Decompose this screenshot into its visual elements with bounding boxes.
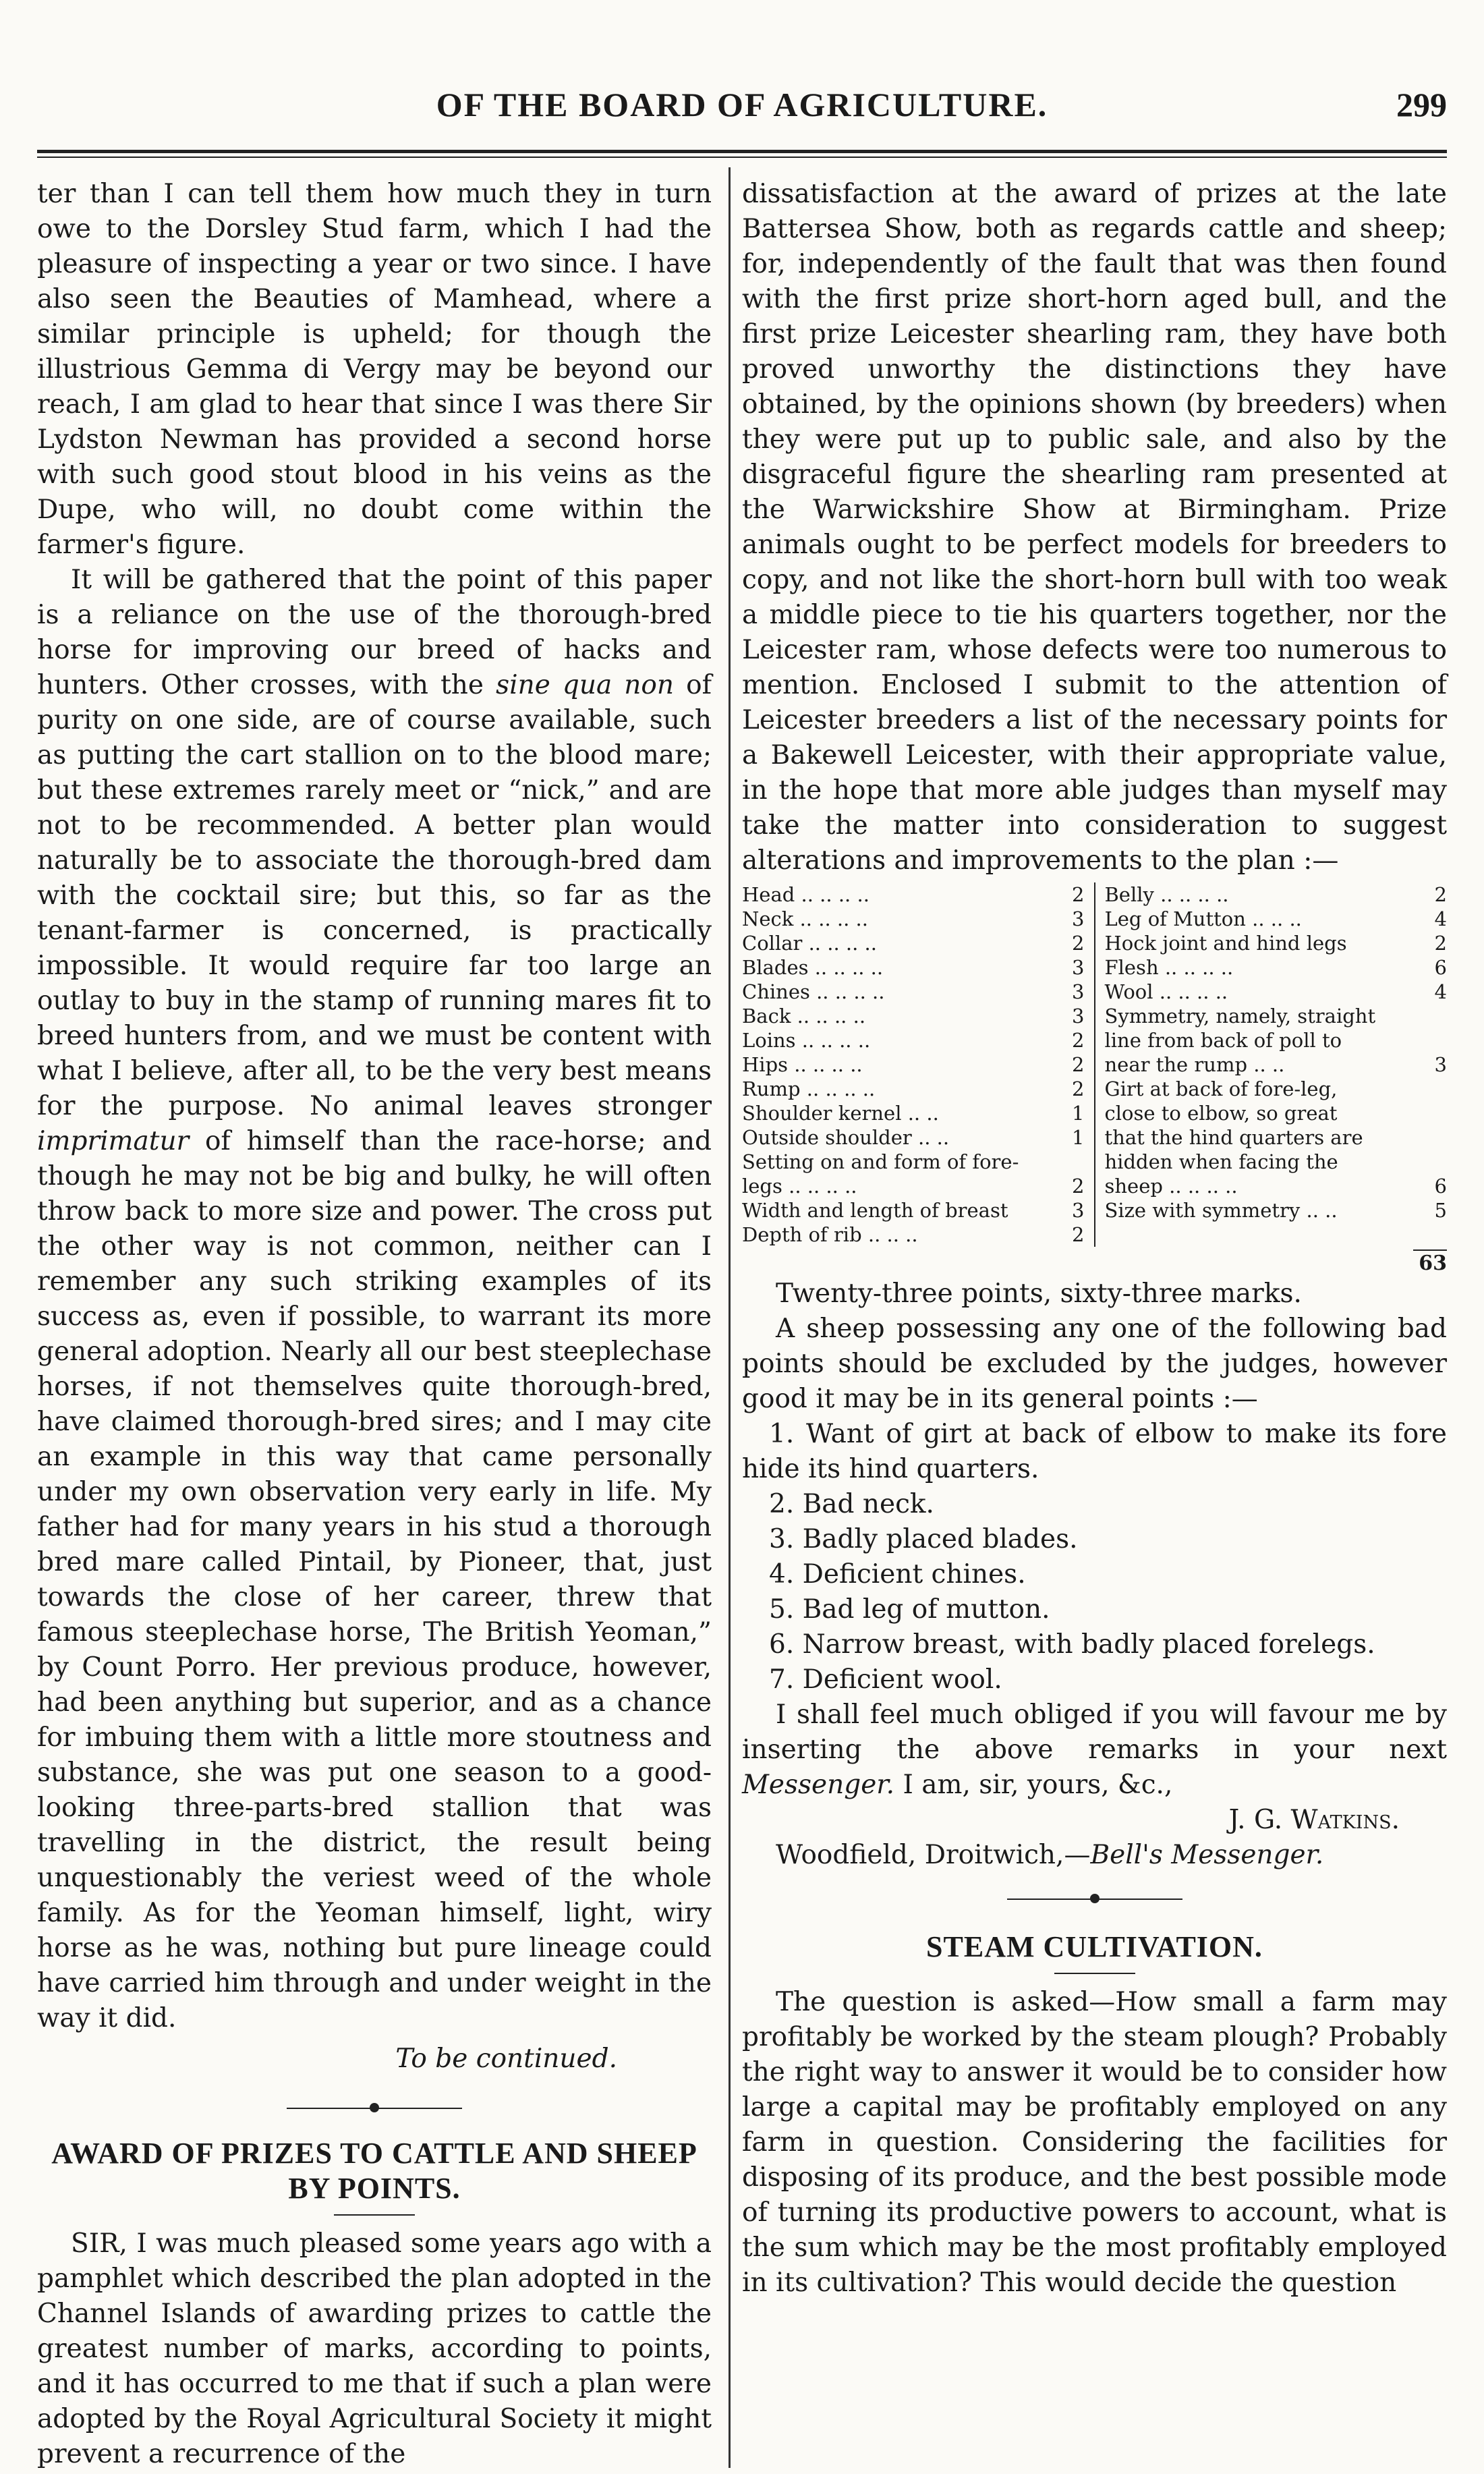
point-name: legs .. .. .. .. (742, 1175, 857, 1198)
point-row (742, 1077, 1085, 1101)
article-paragraph (742, 1697, 1447, 1803)
point-value (1424, 1077, 1447, 1101)
text-run: I shall feel much obliged if you will favour me by inserting the above remarks in your next (742, 1699, 1447, 1765)
section-heading: AWARD OF PRIZES TO CATTLE AND SHEEP BY POINTS. (51, 2137, 697, 2205)
point-value: 4 (1434, 980, 1447, 1003)
point-value (1424, 1101, 1447, 1125)
point-row (1105, 1125, 1448, 1150)
point-row (742, 1004, 1085, 1028)
point-value: 6 (1434, 956, 1447, 979)
point-value: 3 (1434, 1053, 1447, 1076)
point-name: Shoulder kernel .. .. (742, 1102, 939, 1125)
point-row (1105, 882, 1448, 907)
point-value: 3 (1072, 1199, 1085, 1222)
point-row (742, 1052, 1085, 1077)
column-divider (729, 167, 731, 2468)
point-value (1424, 1028, 1447, 1052)
bad-point-item: 4. Deficient chines. (769, 1559, 1026, 1590)
page-number: 299 (1396, 86, 1447, 123)
point-row (742, 907, 1085, 931)
point-value (1424, 1004, 1447, 1028)
signature: J. G. Watkins. (1228, 1805, 1400, 1835)
point-name: Head .. .. .. .. (742, 883, 869, 906)
text-run: Woodfield, Droitwich,— (776, 1840, 1091, 1870)
points-total-value: 63 (1413, 1249, 1447, 1276)
point-name: Setting on and form of fore- (742, 1150, 1019, 1173)
text-run: of purity on one side, are of course available, such as putting the cart stallion on to the blood mare; but these extremes rarely meet or “nick,” and are not to be recommended. A better plan would naturally be to associate the thorough-bred dam with the cocktail sire; but this, so far as the tenant-farmer is concerned, is practically impossible. It would require far too large an outlay to buy in the stamp of running mares fit to breed hunters from, and we must be content with what I believe, after all, to be the very best means for the purpose. No animal leaves stronger (37, 670, 712, 1121)
point-row (1105, 1198, 1448, 1222)
point-name: Size with symmetry .. .. (1104, 1199, 1338, 1222)
header-rule (37, 150, 1447, 153)
text-run: of himself than the race-horse; and though he may not be big and bulky, he will often throw back to more size and power. The cross put the other way is not common, neither can I remember any such striking examples of its success as, even if possible, to warrant its more general adoption. Nearly all our best steeplechase horses, if not themselves quite thorough-bred, have claimed thorough-bred sires; and I may cite an example in this way that came personally under my own observation very early in life. My father had for many years in his stud a thorough bred mare called Pintail, by Pioneer, that, just towards the close of her career, threw that famous steeplechase horse, The British Yeoman,” by Count Porro. Her previous produce, however, had been anything but superior, and as a chance for imbuing them with a little more stoutness and substance, she was put one season to a good-looking three-parts-bred stallion that was travelling in the district, the result being unquestionably the veriest weed of the whole family. As for the Yeoman himself, light, wiry horse as he was, nothing but pure lineage could have carried him through and under weight in the way it did. (37, 1126, 712, 2033)
point-row (1105, 1174, 1448, 1198)
point-name: Symmetry, namely, straight (1104, 1005, 1376, 1028)
point-row (742, 1125, 1085, 1150)
article-paragraph: dissatisfaction at the award of prizes at the late Battersea Show, both as regards cattle and sheep; for, independently of the fault that was then found with the first prize short-horn aged bull, and the first prize Leicester shearling ram, they have both proved unworthy the distinctions they have obtained, by the opinions shown (by breeders) when they were put up to public sale, and also by the disgraceful figure the shearling ram presented at the Warwickshire Show at Birmingham. Prize animals ought to be perfect models for breeders to copy, and not like the short-horn bull with too weak a middle piece to tie his quarters together, nor the Leicester ram, whose defects were too numerous to mention. Enclosed I submit to the attention of Leicester breeders a list of the necessary points for a Bakewell Leicester, with their appropriate value, in the hope that more able judges than myself may take the matter into consideration to suggest alterations and improvements to the plan :— (742, 179, 1447, 876)
article-paragraph: A sheep possessing any one of the following bad points should be excluded by the judges, however good it may be in its general points :— (742, 1314, 1447, 1414)
heading-rule (334, 2214, 415, 2216)
point-name: hidden when facing the (1104, 1150, 1338, 1173)
point-name: Belly .. .. .. .. (1104, 883, 1229, 906)
bad-point-item: 2. Bad neck. (769, 1489, 934, 1519)
point-row (1105, 907, 1448, 931)
point-row (742, 882, 1085, 907)
point-row (1105, 1077, 1448, 1101)
point-row (742, 1198, 1085, 1222)
point-row (1105, 1052, 1448, 1077)
point-name: Wool .. .. .. .. (1104, 980, 1228, 1003)
section-divider (37, 2094, 712, 2121)
point-value: 1 (1072, 1102, 1085, 1125)
point-row (742, 955, 1085, 980)
point-name: Blades .. .. .. .. (742, 956, 884, 979)
point-value: 2 (1072, 932, 1085, 955)
italic-phrase: Bell's Messenger. (1090, 1840, 1324, 1870)
point-row (1105, 1150, 1448, 1174)
bad-point-item: 5. Bad leg of mutton. (769, 1594, 1050, 1625)
point-value: 2 (1072, 1077, 1085, 1100)
point-name: Chines .. .. .. .. (742, 980, 885, 1003)
point-row (742, 1174, 1085, 1198)
point-name: Back .. .. .. .. (742, 1005, 866, 1028)
point-value: 2 (1434, 932, 1447, 955)
point-name: Hips .. .. .. .. (742, 1053, 863, 1076)
point-value: 5 (1434, 1199, 1447, 1222)
text-run: It will be gathered that the point of this paper is a reliance on the use of the thorough-bred horse for improving our breed of hacks and hunters. Other crosses, with the (37, 565, 712, 700)
section-divider (742, 1885, 1447, 1912)
header-rule-thin (37, 157, 1447, 158)
bad-point-item: 7. Deficient wool. (769, 1664, 1002, 1695)
right-column (742, 177, 1447, 2301)
section-heading: STEAM CULTIVATION. (926, 1930, 1263, 1963)
italic-phrase: Messenger. (742, 1770, 895, 1800)
left-column (37, 177, 712, 2472)
heading-rule (1054, 1973, 1135, 1974)
points-total (742, 1249, 1447, 1276)
point-row (742, 1101, 1085, 1125)
points-table (742, 882, 1447, 1247)
point-value (1062, 1150, 1085, 1174)
bad-point-item: 1. Want of girt at back of elbow to make its fore hide its hind quarters. (742, 1419, 1447, 1484)
point-name: Leg of Mutton .. .. .. (1104, 907, 1302, 930)
point-value: 3 (1072, 980, 1085, 1003)
point-value: 3 (1072, 1005, 1085, 1028)
point-value (1424, 1150, 1447, 1174)
point-value: 2 (1072, 1053, 1085, 1076)
bad-point-item: 3. Badly placed blades. (769, 1524, 1078, 1554)
point-name: Outside shoulder .. .. (742, 1126, 950, 1149)
point-row (1105, 955, 1448, 980)
point-name: Rump .. .. .. .. (742, 1077, 876, 1100)
point-name: that the hind quarters are (1104, 1126, 1363, 1149)
points-summary: Twenty-three points, sixty-three marks. (776, 1278, 1302, 1309)
italic-phrase: sine qua non (496, 670, 675, 700)
point-name: Girt at back of fore-leg, (1104, 1077, 1338, 1100)
point-value: 3 (1072, 956, 1085, 979)
point-name: sheep .. .. .. .. (1104, 1175, 1238, 1198)
points-right-list (1095, 882, 1448, 1247)
article-paragraph: SIR, I was much pleased some years ago with a pamphlet which described the plan adopted in the Channel Islands of awarding prizes to cattle the greatest number of marks, according to points, and it has occurred to me that if such a plan were adopted by the Royal Agricultural Society it might prevent a recurrence of the (37, 2228, 712, 2469)
point-row (742, 1028, 1085, 1052)
article-paragraph: ter than I can tell them how much they in turn owe to the Dorsley Stud farm, which I had the pleasure of inspecting a year or two since. I have also seen the Beauties of Mamhead, where a similar principle is upheld; for though the illustrious Gemma di Vergy may be beyond our reach, I am glad to hear that since I was there Sir Lydston Newman has provided a second horse with such good stout blood in his veins as the Dupe, who will, no doubt come within the farmer's figure. (37, 179, 712, 560)
point-value: 2 (1072, 883, 1085, 906)
point-value: 2 (1072, 1223, 1085, 1246)
bad-points-list (742, 1417, 1447, 1697)
point-value: 2 (1072, 1029, 1085, 1052)
italic-phrase: imprimatur (37, 1126, 190, 1156)
running-title: OF THE BOARD OF AGRICULTURE. (436, 86, 1048, 123)
point-name: Collar .. .. .. .. (742, 932, 877, 955)
point-row (1105, 1101, 1448, 1125)
point-value: 4 (1434, 907, 1447, 930)
point-value: 3 (1072, 907, 1085, 930)
point-row (742, 1222, 1085, 1247)
page-header (37, 81, 1447, 128)
point-value (1424, 1125, 1447, 1150)
point-name: Depth of rib .. .. .. (742, 1223, 918, 1246)
point-value: 2 (1072, 1175, 1085, 1198)
bad-point-item: 6. Narrow breast, with badly placed forelegs. (769, 1629, 1375, 1660)
text-run: I am, sir, yours, &c., (894, 1770, 1173, 1800)
source-line (742, 1838, 1447, 1873)
point-name: Flesh .. .. .. .. (1104, 956, 1234, 979)
point-row (742, 980, 1085, 1004)
article-paragraph: The question is asked—How small a farm may profitably be worked by the steam plough? Probably the right way to answer it would be to consider how large a capital may be profitably employed on any farm in question. Considering the facilities for disposing of its produce, and the best possible mode of turning its productive powers to account, what is the sum which may be the most profitably employed in its cultivation? This would decide the question (742, 1987, 1447, 2298)
points-left-list (742, 882, 1095, 1247)
point-row (742, 1150, 1085, 1174)
point-name: Width and length of breast (742, 1199, 1008, 1222)
point-value: 6 (1434, 1175, 1447, 1198)
to-be-continued: To be continued. (395, 2044, 617, 2074)
point-name: line from back of poll to (1104, 1029, 1342, 1052)
point-name: Hock joint and hind legs (1104, 932, 1347, 955)
point-row (1105, 931, 1448, 955)
article-paragraph (37, 563, 712, 2036)
point-name: near the rump .. .. (1104, 1053, 1285, 1076)
point-row (742, 931, 1085, 955)
point-value: 1 (1072, 1126, 1085, 1149)
point-name: Neck .. .. .. .. (742, 907, 868, 930)
point-row (1105, 1004, 1448, 1028)
point-name: close to elbow, so great (1104, 1102, 1338, 1125)
point-row (1105, 1028, 1448, 1052)
point-name: Loins .. .. .. .. (742, 1029, 871, 1052)
point-value: 2 (1434, 883, 1447, 906)
point-row (1105, 980, 1448, 1004)
